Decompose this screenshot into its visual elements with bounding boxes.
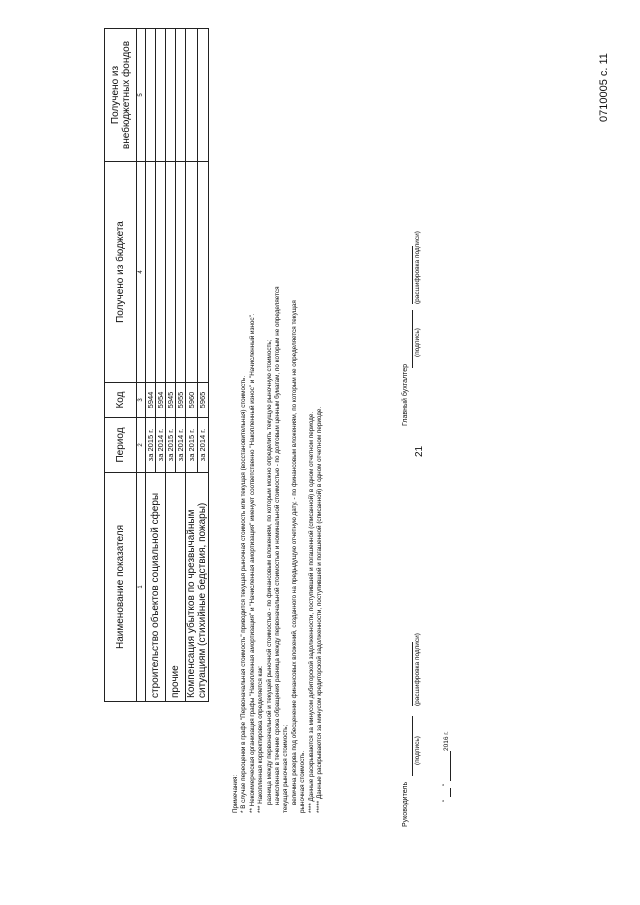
row-code: 5955 [176, 383, 186, 418]
cell-from-funds [166, 29, 176, 162]
column-number-row [137, 29, 146, 702]
head-signature-caption: (подпись) [414, 736, 421, 765]
note-line: рыночная стоимость. [299, 750, 307, 813]
note-line: * В случае переоценки в графе "Первоначальная стоимость" приводится текущая рыночная стоимость или текущая (восстановительная) стоимость. [240, 375, 248, 813]
row-period: за 2015 г. [146, 418, 156, 473]
notes-heading: Примечания: [232, 774, 239, 813]
column-number: 5 [137, 29, 146, 162]
note-line: *** Накопленная корректировка определяется как: [257, 665, 265, 813]
cell-from-funds [197, 29, 209, 162]
chief-accountant-label: Главный бухгалтер [402, 364, 409, 426]
table-row [186, 29, 198, 702]
table-header-row [105, 29, 137, 702]
date-day-line [450, 788, 451, 797]
column-number: 2 [137, 418, 146, 473]
table-row [146, 29, 156, 702]
head-label: Руководитель [402, 781, 409, 827]
row-code: 5965 [197, 383, 209, 418]
note-line: разница между первоначальной и текущей рыночной стоимостью - по финансовым вложениям, по которым можно определить текущую рыночную стоимость; [265, 339, 273, 805]
note-line: **** Данные раскрываются за минусом дебиторской задолженности, поступившей и погашенной (списанной) в одном отчетном периоде. [307, 411, 315, 813]
note-line: величина резерва под обесценение финансовых вложений, созданного на предыдущую отчетную дату, - по финансовым вложениям, по которым не определяется текущая [290, 300, 298, 805]
cell-from-budget [166, 162, 176, 383]
column-number: 4 [137, 162, 146, 383]
header-indicator-name: Наименование показателя [105, 473, 137, 702]
cell-from-funds [146, 29, 156, 162]
accountant-signature-line [412, 310, 413, 368]
date-month-line [450, 751, 451, 781]
cell-from-budget [156, 162, 166, 383]
row-name: прочие [166, 473, 186, 702]
head-signature-line [412, 716, 413, 776]
header-period: Период [105, 418, 137, 473]
header-code: Код [105, 383, 137, 418]
cell-from-funds [176, 29, 186, 162]
note-line: ***** Данные раскрываются за минусом кредиторской задолженности, поступившей и погашенной (списанной) в одном отчетном периоде. [316, 406, 324, 813]
row-period: за 2015 г. [186, 418, 198, 473]
data-table [104, 28, 209, 702]
table-row [166, 29, 176, 702]
row-code: 5954 [156, 383, 166, 418]
page-number: 21 [414, 445, 425, 457]
head-decode-caption: (расшифровка подписи) [414, 633, 421, 706]
note-line: начисленная в течение срока обращения разница между первоначальной стоимостью и номинальной стоимостью - по долговым ценным бумагам, по которым не определяется [274, 286, 282, 805]
row-name: Компенсация убытков по чрезвычайным ситуациям (стихийные бедствия, пожары) [186, 473, 209, 702]
row-period: за 2015 г. [166, 418, 176, 473]
date-year: 2016 г. [443, 731, 450, 751]
row-name: строительство объектов социальной сферы [146, 473, 166, 702]
accountant-signature-caption: (подпись) [414, 328, 421, 357]
form-code: 0710005 с. 11 [598, 53, 610, 122]
note-line: текущая рыночная стоимость; [282, 724, 290, 813]
cell-from-budget [146, 162, 156, 383]
cell-from-funds [186, 29, 198, 162]
cell-from-budget [186, 162, 198, 383]
column-number: 3 [137, 383, 146, 418]
accountant-decode-line [412, 246, 413, 304]
column-number: 1 [137, 473, 146, 702]
note-line: ** Некоммерческая организация графы "Накопленная амортизация" и "Начисленная амортизация" именует соответственно "Накопленный износ" и "Начисленный износ". [248, 313, 256, 813]
cell-from-budget [197, 162, 209, 383]
row-code: 5944 [146, 383, 156, 418]
cell-from-budget [176, 162, 186, 383]
row-code: 5945 [166, 383, 176, 418]
accountant-decode-caption: (расшифровка подписи) [414, 231, 421, 304]
row-code: 5960 [186, 383, 198, 418]
row-period: за 2014 г. [197, 418, 209, 473]
notes-block [232, 93, 324, 813]
date-close-quote: " [442, 783, 449, 786]
date-open-quote: " [442, 799, 449, 802]
cell-from-funds [156, 29, 166, 162]
head-decode-line [412, 642, 413, 706]
header-from-extrabudgetary-funds: Получено из внебюджетных фондов [105, 29, 137, 162]
row-period: за 2014 г. [176, 418, 186, 473]
row-period: за 2014 г. [156, 418, 166, 473]
header-from-budget: Получено из бюджета [105, 162, 137, 383]
